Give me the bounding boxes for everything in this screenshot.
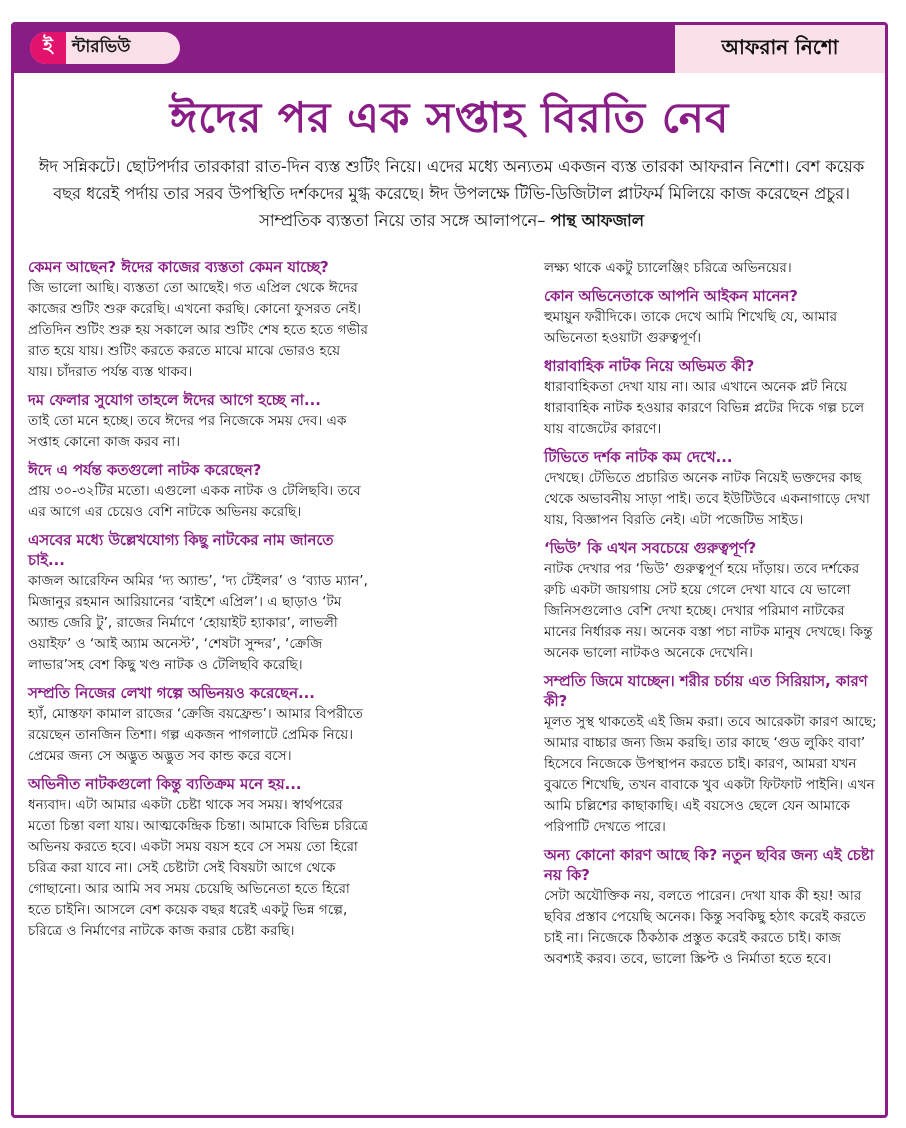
question: এসবের মধ্যে উল্লেখযোগ্য কিছু নাটকের নাম জানতে চাই...	[28, 532, 334, 569]
answer: কাজল আরেফিন অমির ‘দ্য অ্যান্ড’, ‘দ্য টেইলর’ ও ‘ব্যাড ম্যান’, মিজানুর রহমান আরিয়ানের ‘বাইশে এপ্রিল’। এ ছাড়াও ‘টম অ্যান্ড জেরি টু’, রাজের নির্মাণে ‘হোয়াইট হ্যাকার’, লাভলী ওয়াইফ’ ও ‘আই অ্যাম অনেস্ট’, ‘শেষটা সুন্দর’, ‘ক্রেজি লাভার’সহ বেশ কিছু খণ্ড নাটক ও টেলিছবি করেছি।	[28, 573, 368, 673]
answer: নাটক দেখার পর ‘ভিউ’ গুরুত্বপূর্ণ হয়ে দাঁড়ায়। তবে দর্শকের রুচি একটা জায়গায় সেট হয়ে গেলে দেখা যাবে যে ভালো জিনিসগুলোও বেশি দেখা হচ্ছে। দেখার পরিমাণ নাটকের মানের নির্ধারক নয়। অনেক বস্তা পচা নাটক মানুষ দেখছে। কিন্তু অনেক ভালো নাটকও অনেকে দেখেনি।	[544, 561, 873, 661]
question: ঈদে এ পর্যন্ত কতগুলো নাটক করেছেন?	[28, 462, 262, 479]
answer: জি ভালো আছি। ব্যস্ততা তো আছেই। গত এপ্রিল থেকে ঈদের কাজের শুটিং শুরু করেছি। এখনো করছি। কোনো ফুসরত নেই। প্রতিদিন শুটিং শুরু হয় সকালে আর শুটিং শেষ হতে হতে গভীর রাত হয়ে যায়। শুটিং করতে করতে মাঝে মাঝে ভোরও হয়ে যায়। চাঁদরাত পর্যন্ত ব্যস্ত থাকব।	[28, 280, 368, 380]
answer: লক্ষ্য থাকে একটু চ্যালেঞ্জিং চরিত্রে অভিনয়ের।	[544, 260, 792, 276]
badge-letter: ই	[30, 32, 66, 64]
qa-block	[544, 357, 879, 440]
intro-text: ঈদ সন্নিকটে। ছোটপর্দার তারকারা রাত-দিন ব্যস্ত শুটিং নিয়ে। এদের মধ্যে অন্যতম একজন ব্যস্ত তারকা আফরান নিশো। বেশ কয়েক বছর ধরেই পর্দায় তার সরব উপস্থিতি দর্শকদের মুগ্ধ করেছে। ঈদ উপলক্ষে টিভি-ডিজিটাল প্লাটফর্ম মিলিয়ে কাজ করেছেন প্রচুর। সাম্প্রতিক ব্যস্ততা নিয়ে তার সঙ্গে আলাপনে–	[38, 157, 865, 230]
answer: তাই তো মনে হচ্ছে। তবে ঈদের পর নিজেকে সময় দেব। এক সপ্তাহ কোনো কাজ করব না।	[28, 413, 347, 450]
qa-block	[544, 846, 879, 970]
question: অন্য কোনো কারণ আছে কি? নতুন ছবির জন্য এই চেষ্টা নয় কি?	[544, 847, 874, 884]
qa-block	[544, 539, 879, 664]
answer: প্রায় ৩০-৩২টির মতো। এগুলো একক নাটক ও টেলিছবি। তবে এর আগে এর চেয়েও বেশি নাটকে অভিনয় করেছি।	[28, 483, 361, 520]
intro-paragraph	[36, 153, 867, 234]
question: ধারাবাহিক নাটক নিয়ে অভিমত কী?	[544, 358, 755, 375]
interview-badge	[30, 32, 180, 64]
badge-text: ন্টারভিউ	[72, 37, 131, 57]
page-frame	[11, 22, 888, 1118]
right-column	[544, 258, 879, 978]
qa-block	[28, 684, 368, 767]
answer: সেটা অযৌক্তিক নয়, বলতে পারেন। দেখা যাক কী হয়! আর ছবির প্রস্তাব পেয়েছি অনেক। কিন্তু সবকিছু হঠাৎ করেই করতে চাই না। নিজেকে ঠিকঠাক প্রস্তুত করেই করতে চাই। কাজ অবশ্যই করব। তবে, ভালো স্ক্রিপ্ট ও নির্মাতা হতে হবে।	[544, 888, 866, 967]
answer: হুমায়ুন ফরীদিকে। তাকে দেখে আমি শিখেছি যে, আমার অভিনেতা হওয়াটা গুরুত্বপূর্ণ।	[544, 309, 838, 346]
question: কেমন আছেন? ঈদের কাজের ব্যস্ততা কেমন যাচ্ছে?	[28, 259, 329, 276]
answer: ধারাবাহিকতা দেখা যায় না। আর এখানে অনেক প্লট নিয়ে ধারাবাহিক নাটক হওয়ার কারণে বিভিন্ন প্লটের দিকে গল্প চলে যায় বাজেটের কারণে।	[544, 379, 865, 437]
qa-block	[28, 461, 368, 523]
question: ‘ভিউ’ কি এখন সবচেয়ে গুরুত্বপূর্ণ?	[544, 540, 757, 557]
qa-block	[544, 287, 879, 349]
answer: মূলত সুস্থ থাকতেই এই জিম করা। তবে আরেকটা কারণ আছে; আমার বাচ্চার জন্য জিম করছি। তার কাছে ‘গুড লুকিং বাবা’ হিসেবে নিজেকে উপস্থাপন করতে চাই। কারণ, আমরা যখন বুঝতে শিখেছি, তখন বাবাকে খুব একটা ফিটফাট পাইনি। এখন আমি চল্লিশের কাছাকাছি। এই বয়সেও ছেলে যেন আমাকে পরিপাটি দেখতে পারে।	[544, 714, 877, 835]
author-name: পান্থ আফজাল	[550, 211, 644, 230]
qa-block	[544, 448, 879, 531]
question: দম ফেলার সুযোগ তাহলে ঈদের আগে হচ্ছে না...	[28, 392, 321, 409]
qa-block	[28, 258, 368, 383]
headline: ঈদের পর এক সপ্তাহ বিরতি নেব	[169, 93, 730, 142]
qa-block	[28, 531, 368, 676]
question: কোন অভিনেতাকে আপনি আইকন মানেন?	[544, 288, 798, 305]
person-name: আফরান নিশো	[675, 25, 885, 73]
left-column	[28, 258, 368, 950]
question: অভিনীত নাটকগুলো কিন্তু ব্যতিক্রম মনে হয়...	[28, 776, 302, 793]
answer: দেখছে। টেভিতে প্রচারিত অনেক নাটক নিয়েই ভক্তদের কাছ থেকে অভাবনীয় সাড়া পাই। তবে ইউটিউবে একনাগাড়ে দেখা যায়, বিজ্ঞাপন বিরতি নেই। এটা পজেটিভ সাইড।	[544, 470, 870, 528]
qa-block	[28, 391, 368, 453]
header-bar	[14, 25, 885, 73]
qa-block	[28, 775, 368, 942]
question: সম্প্রতি নিজের লেখা গল্পে অভিনয়ও করেছেন...	[28, 685, 315, 702]
question: সম্প্রতি জিমে যাচ্ছেন। শরীর চর্চায় এত সিরিয়াস, কারণ কী?	[544, 673, 868, 710]
qa-block	[544, 672, 879, 838]
qa-block	[544, 258, 879, 279]
answer: হ্যাঁ, মোস্তফা কামাল রাজের ‘ক্রেজি বয়ফ্রেন্ড’। আমার বিপরীতে রয়েছেন তানজিন তিশা। গল্প একজন পাগলাটে প্রেমিক নিয়ে। প্রেমের জন্য সে অদ্ভুত অদ্ভুত সব কান্ড করে বসে।	[28, 706, 363, 764]
question: টিভিতে দর্শক নাটক কম দেখে...	[544, 449, 733, 466]
answer: ধন্যবাদ। এটা আমার একটা চেষ্টা থাকে সব সময়। স্বার্থপরের মতো চিন্তা বলা যায়। আত্মকেন্দ্রিক চিন্তা। আমাকে বিভিন্ন চরিত্রে অভিনয় করতে হবে। একটা সময় বয়স হবে সে সময় তো হিরো চরিত্র করা যাবে না। সেই চেষ্টাটা সেই বিষয়টা আগে থেকে গোছানো। আর আমি সব সময় চেয়েছি অভিনেতা হতে হিরো হতে চাইনি। আসলে বেশ কয়েক বছর ধরেই একটু ভিন্ন গল্পে, চরিত্রে ও নির্মাণের নাটকে কাজ করার চেষ্টা করছি।	[28, 797, 368, 939]
